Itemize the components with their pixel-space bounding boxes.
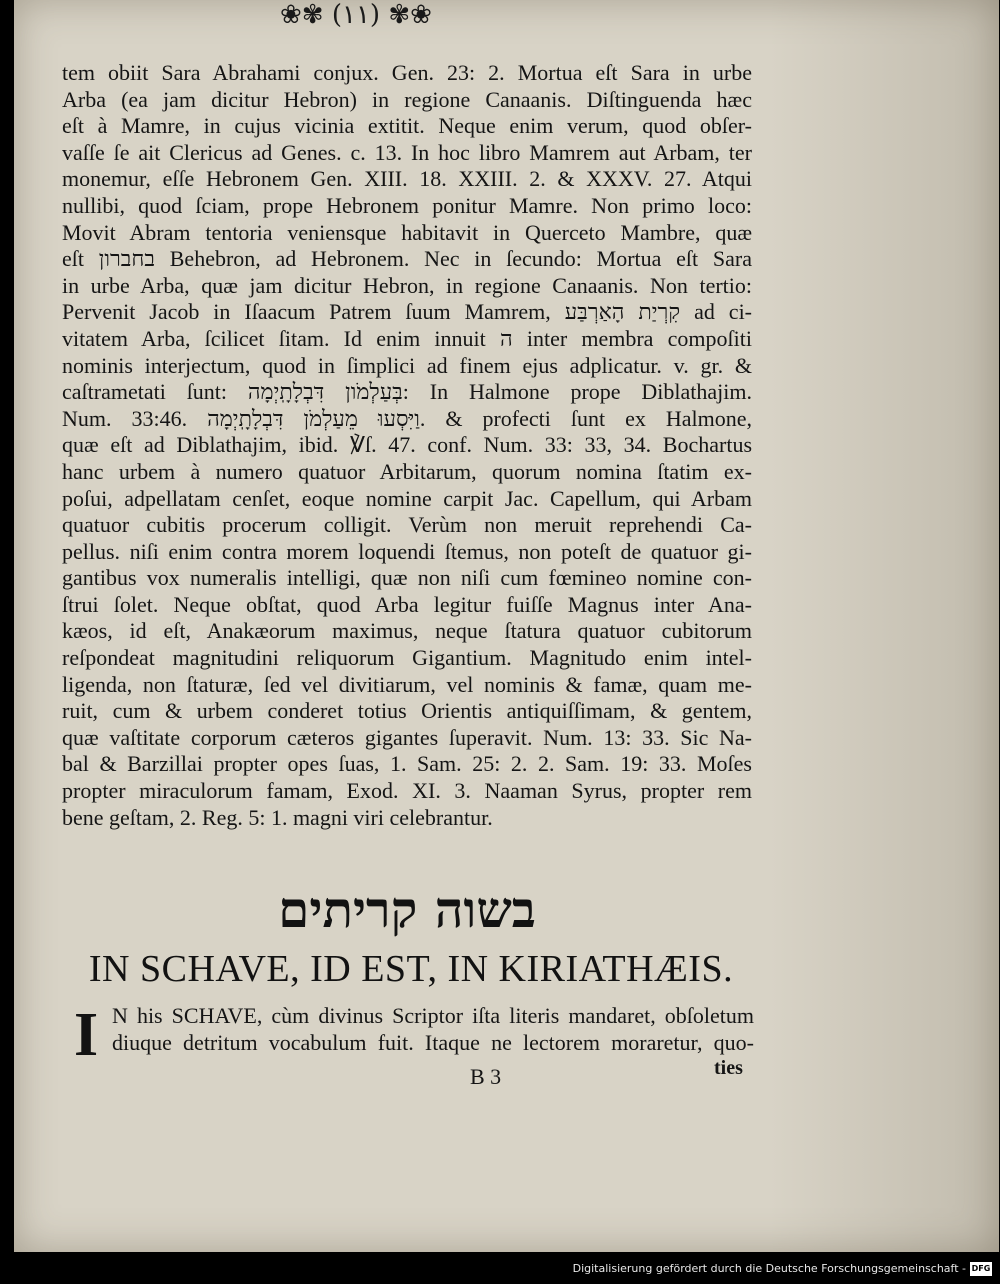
signature-mark: B 3 <box>470 1064 502 1089</box>
text-line: quatuor cubitis procerum colligit. Verùm non meruit reprehendi Ca- <box>62 512 752 538</box>
catchword: ties <box>714 1057 743 1079</box>
text-line: quæ vaſtitate corporum cæteros gigantes ſuperavit. Num. 13: 33. Sic Na- <box>62 724 752 750</box>
text-line: monemur, eſſe Hebronem Gen. XIII. 18. XXIII. 2. & XXXV. 27. Atqui <box>62 166 752 192</box>
hebrew-heading: בשוה קריתים <box>278 880 536 939</box>
text-line: ligenda, non ſtaturæ, ſed vel divitiarum, vel nominis & famæ, quam me- <box>62 671 752 697</box>
text-line: vaſſe ſe ait Clericus ad Genes. c. 13. In hoc libro Mamrem aut Arbam, ter <box>62 139 752 165</box>
text-line: nullibi, quod ſciam, prope Hebronem ponitur Mamre. Non primo loco: <box>62 192 752 218</box>
text-line: Movit Abram tentoria veniensque habitavit in Querceto Mambre, quæ <box>62 219 752 245</box>
text-line: eſt בחברון Behebron, ad Hebronem. Nec in ſecundo: Mortua eſt Sara <box>62 246 752 272</box>
page-header-ornament: ❀✾ (١١) ✾❀ <box>280 0 432 30</box>
body-text <box>62 60 752 831</box>
text-line: Num. 33:46. וַיִּסְעוּ מֵעַלְמֹן דִּבְלָתָֽיְמָה. & profecti ſunt ex Halmone, <box>62 405 752 431</box>
text-line: Pervenit Jacob in Iſaacum Patrem ſuum Mamrem, קִרְיַת הָאַרְבַּע ad ci- <box>62 299 753 325</box>
text-line: hanc urbem à numero quatuor Arbitarum, quorum nomina ſtatim ex- <box>62 458 752 484</box>
text-line: poſui, adpellatam cenſet, eoque nomine carpit Jac. Capellum, qui Arbam <box>62 485 752 511</box>
text-line: bene geſtam, 2. Reg. 5: 1. magni viri celebrantur. <box>62 804 493 830</box>
text-line: eſt à Mamre, in cujus vicinia extitit. Neque enim verum, quod obſer- <box>62 113 752 139</box>
text-line: quæ eſt ad Diblathajim, ibid. ℣ſ. 47. conf. Num. 33: 33, 34. Bochartus <box>62 432 752 458</box>
text-line: caſtrametati ſunt: בְּעַלְמֹון דִּבְלָתָֽיְמָה: In Halmone prope Diblathajim. <box>62 379 753 405</box>
digitization-credit: Digitalisierung gefördert durch die Deutsche Forschungsgemeinschaft - <box>572 1262 966 1275</box>
text-line: ſtrui ſolet. Neque obſtat, quod Arba legitur fuiſſe Magnus inter Ana- <box>62 591 752 617</box>
text-line: propter miraculorum famam, Exod. XI. 3. Naaman Syrus, propter rem <box>62 778 752 804</box>
dfg-logo: DFG <box>970 1262 992 1276</box>
text-line: pellus. niſi enim contra morem loquendi ſtemus, non poteſt de quatuor gi- <box>62 538 752 564</box>
text-line: tem obiit Sara Abrahami conjux. Gen. 23: 2. Mortua eſt Sara in urbe <box>62 60 752 85</box>
book-page <box>14 0 999 1252</box>
latin-heading: IN SCHAVE, ID EST, IN KIRIATHÆIS. <box>88 948 734 990</box>
text-line: in urbe Arba, quæ jam dicitur Hebron, in regione Canaanis. Non tertio: <box>62 272 752 298</box>
text-line: ruit, cum & urbem conderet totius Orientis antiquiſſimam, & gentem, <box>62 698 752 724</box>
text-line: vitatem Arba, ſcilicet ſitam. Id enim innuit ה inter membra compoſiti <box>62 325 752 351</box>
text-line: nominis interjectum, quod in ſimplici ad finem ejus adplicatur. v. gr. & <box>62 352 752 378</box>
text-line: N his SCHAVE, cùm divinus Scriptor iſta literis mandaret, obſoletum <box>112 1003 754 1028</box>
text-line: Arba (ea jam dicitur Hebron) in regione Canaanis. Diſtinguenda hæc <box>62 86 752 112</box>
drop-cap: I <box>74 1001 99 1069</box>
text-line: reſpondeat magnitudini reliquorum Gigantium. Magnitudo enim intel- <box>62 645 752 671</box>
text-line: bal & Barzillai propter opes ſuas, 1. Sam. 25: 2. 2. Sam. 19: 33. Moſes <box>62 751 752 777</box>
text-line: gantibus vox numeralis intelligi, quæ non niſi cum fœmineo nomine con- <box>62 565 752 591</box>
text-line: diuque detritum vocabulum fuit. Itaque ne lectorem moraretur, quo- <box>112 1029 754 1055</box>
text-line: kæos, id eſt, Anakæorum maximus, neque ſtatura quatuor cubitorum <box>62 618 752 644</box>
